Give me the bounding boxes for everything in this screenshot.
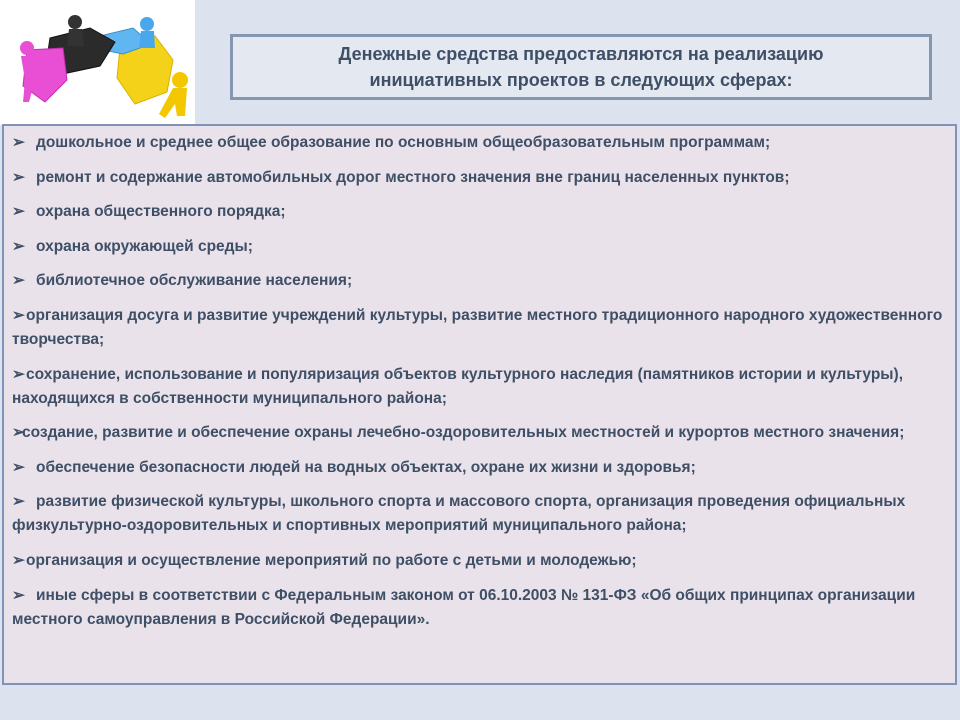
list-item-text: организация досуга и развитие учреждений культуры, развитие местного традиционного народного художественного творчества; (12, 306, 943, 348)
list-item-text: развитие физической культуры, школьного спорта и массового спорта, организация проведения официальных физкультурно-оздоровительных и спортивных мероприятий муниципального района; (12, 493, 906, 535)
bottom-strip (0, 690, 960, 720)
list-item (12, 166, 949, 190)
arrow-bullet-icon: ➢ (12, 424, 25, 442)
list-item-text: обеспечение безопасности людей на водных объектах, охране их жизни и здоровья; (36, 458, 696, 476)
list-item-text: создание, развитие и обеспечение охраны лечебно-оздоровительных местностей и курортов местного значения; (22, 424, 905, 442)
arrow-bullet-icon: ➢ (12, 306, 25, 324)
list-item (12, 584, 949, 632)
arrow-bullet-icon: ➢ (12, 134, 25, 151)
list-item (12, 549, 949, 573)
header-title-box (230, 34, 932, 100)
arrow-bullet-icon: ➢ (12, 203, 25, 221)
logo-area (0, 0, 195, 125)
arrow-bullet-icon: ➢ (12, 168, 25, 186)
spheres-list (2, 124, 957, 685)
list-item (12, 456, 949, 480)
people-puzzle-icon (5, 8, 190, 120)
arrow-bullet-icon: ➢ (12, 237, 25, 255)
list-item-text: ремонт и содержание автомобильных дорог местного значения вне границ населенных пунктов; (36, 168, 790, 186)
list-item (12, 421, 949, 445)
list-item (12, 269, 949, 293)
header-title-line2: инициативных проектов в следующих сферах: (369, 70, 793, 90)
list-item (12, 490, 949, 538)
list-item-text: дошкольное и среднее общее образование по основным общеобразовательным программам; (36, 134, 771, 151)
arrow-bullet-icon: ➢ (12, 272, 25, 290)
arrow-bullet-icon: ➢ (12, 458, 25, 476)
arrow-bullet-icon: ➢ (12, 365, 25, 383)
list-item (12, 235, 949, 259)
list-item (12, 304, 949, 352)
list-item-text: охрана общественного порядка; (36, 203, 286, 221)
list-item-text: сохранение, использование и популяризация объектов культурного наследия (памятников истории и культуры), находящихся в собственности муниципального района; (12, 365, 903, 407)
list-item-text: организация и осуществление мероприятий по работе с детьми и молодежью; (26, 551, 637, 569)
arrow-bullet-icon: ➢ (12, 586, 25, 604)
list-item (12, 200, 949, 224)
arrow-bullet-icon: ➢ (12, 551, 25, 569)
list-item-text: иные сферы в соответствии с Федеральным законом от 06.10.2003 № 131-ФЗ «Об общих принципах организации местного самоуправления в Российской Федерации». (12, 586, 916, 628)
list-item-text: охрана окружающей среды; (36, 237, 253, 255)
list-item (12, 131, 949, 155)
list-item (12, 363, 949, 411)
list-item-text: библиотечное обслуживание населения; (36, 272, 353, 290)
arrow-bullet-icon: ➢ (12, 493, 25, 511)
header-title-line1: Денежные средства предоставляются на реализацию (338, 44, 824, 64)
